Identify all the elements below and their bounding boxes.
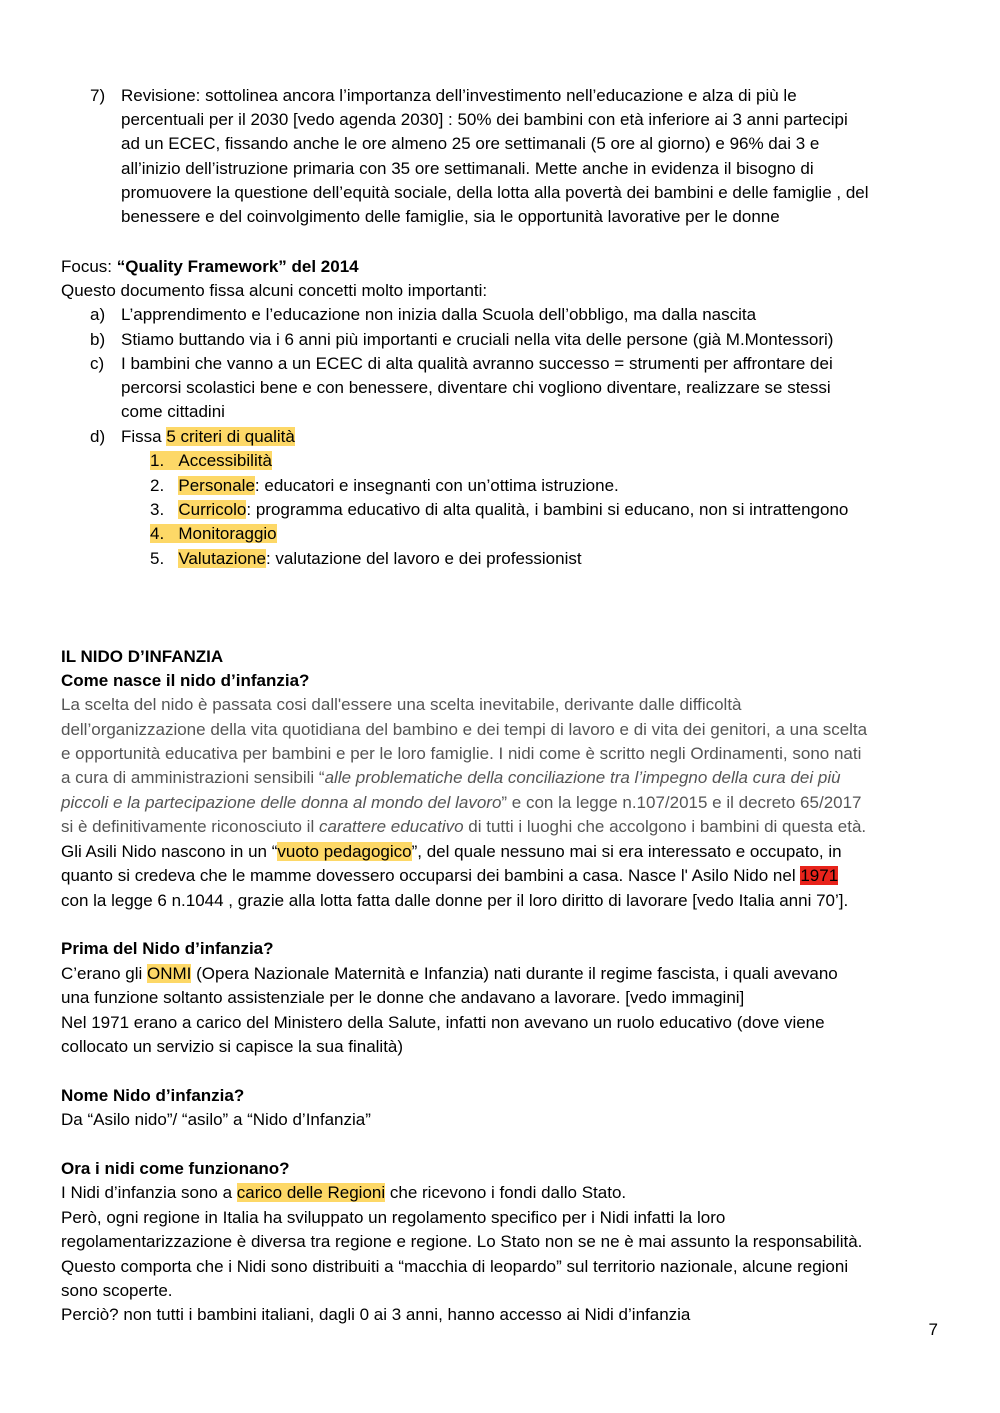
criteria-prefix: Fissa [121, 427, 167, 446]
question-heading: Ora i nidi come funzionano? [61, 1159, 290, 1178]
focus-heading [61, 255, 359, 279]
criteria-item [150, 449, 272, 473]
criteria-term: Valutazione [178, 549, 266, 568]
page-number: 7 [928, 1320, 938, 1339]
paragraph-line: si è definitivamente riconosciuto il carattere educativo di tutti i luoghi che accolgono i bambini di questa età. [61, 817, 867, 836]
paragraph-line: I Nidi d’infanzia sono a carico delle Regioni che ricevono i fondi dallo Stato. [61, 1183, 627, 1202]
paragraph-line: e opportunità educativa per bambini e per le loro famiglie. I nidi come è scritto negli Ordinamenti, sono nati [61, 744, 862, 763]
italic-quote: piccoli e la partecipazione delle donna al mondo del lavoro [61, 793, 502, 812]
paragraph-line: Gli Asili Nido nascono in un “vuoto pedagogico”, del quale nessuno mai si era interessato e occupato, in [61, 842, 842, 861]
list-marker: a) [90, 305, 106, 324]
paragraph-line: regolamentarizzazione è diversa tra regione e regione. Lo Stato non se ne è mai assunto la responsabilità. [61, 1232, 863, 1251]
highlighted-text: ONMI [147, 964, 192, 983]
paragraph-line: C’erano gli ONMI (Opera Nazionale Maternità e Infanzia) nati durante il regime fascista, i quali avevano [61, 964, 838, 983]
paragraph-line: Da “Asilo nido”/ “asilo” a “Nido d’Infanzia” [61, 1110, 371, 1129]
item7-line: ad un ECEC, fissando anche le ore almeno 25 ore settimanali (5 ore al giorno) e 96% dai 3 e [121, 134, 820, 153]
question-heading: Prima del Nido d’infanzia? [61, 939, 274, 958]
highlighted-text: carico delle Regioni [236, 1183, 386, 1202]
criteria-term: Curricolo [178, 500, 247, 519]
paragraph-line: piccoli e la partecipazione delle donna al mondo del lavoro” e con la legge n.107/2015 e il decreto 65/2017 [61, 793, 862, 812]
list-item: Stiamo buttando via i 6 anni più importanti e cruciali nella vita delle persone (già M.Montessori) [121, 330, 834, 349]
question-heading: Nome Nido d’infanzia? [61, 1086, 245, 1105]
question-heading: Come nasce il nido d’infanzia? [61, 671, 310, 690]
list-item-continuation: percorsi scolastici bene e con benessere, diventare chi vogliono diventare, realizzare se stessi [121, 378, 831, 397]
paragraph-line: dell’organizzazione della vita quotidiana del bambino e dei tempi di lavoro e di vita dei genitori, a una scelta [61, 720, 868, 739]
focus-title: “Quality Framework” del 2014 [116, 257, 359, 276]
criteria-term: Personale [178, 476, 255, 495]
criteria-item [150, 522, 277, 546]
item7-line: all’inizio dell’istruzione primaria con 35 ore settimanali. Mette anche in evidenza il bisogno di [121, 159, 814, 178]
item7-line: promuovere la questione dell’equità sociale, della lotta alla povertà dei bambini e delle famiglie , del [121, 183, 869, 202]
paragraph-line: La scelta del nido è passata cosi dall'essere una scelta inevitabile, derivante dalle difficoltà [61, 695, 742, 714]
paragraph-line: Questo comporta che i Nidi sono distribuiti a “macchia di leopardo” sul territorio nazionale, alcune regioni [61, 1257, 849, 1276]
item7-line: benessere e del coinvolgimento delle famiglie, sia le opportunità lavorative per le donne [121, 207, 780, 226]
criteria-number: 4. Monitoraggio [150, 524, 277, 543]
focus-prefix: Focus: [61, 257, 117, 276]
highlighted-text: vuoto pedagogico [277, 842, 412, 861]
list-item [121, 425, 295, 449]
criteria-number: 1. Accessibilità [150, 451, 272, 470]
paragraph-line: Però, ogni regione in Italia ha sviluppato un regolamento specifico per i Nidi infatti la loro [61, 1208, 726, 1227]
list-marker: 7) [90, 86, 106, 105]
list-item: L’apprendimento e l’educazione non inizia dalla Scuola dell’obbligo, ma dalla nascita [121, 305, 757, 324]
list-marker: b) [90, 330, 106, 349]
highlighted-year: 1971 [800, 866, 839, 885]
focus-intro: Questo documento fissa alcuni concetti molto importanti: [61, 281, 488, 300]
criteria-item: 3. Curricolo: programma educativo di alta qualità, i bambini si educano, non si intrattengono [150, 500, 849, 519]
list-item: I bambini che vanno a un ECEC di alta qualità avranno successo = strumenti per affrontare dei [121, 354, 833, 373]
paragraph-line: quanto si credeva che le mamme dovessero occuparsi dei bambini a casa. Nasce l' Asilo Nido nel 1971 [61, 866, 839, 885]
list-item-continuation: come cittadini [121, 402, 225, 421]
list-marker: c) [90, 354, 105, 373]
section-heading: IL NIDO D’INFANZIA [61, 647, 224, 666]
item7-line: Revisione: sottolinea ancora l’importanza dell’investimento nell’educazione e alza di più le [121, 86, 797, 105]
list-marker: d) [90, 427, 106, 446]
paragraph-line: Nel 1971 erano a carico del Ministero della Salute, infatti non avevano un ruolo educativo (dove viene [61, 1013, 825, 1032]
paragraph-line: con la legge 6 n.1044 , grazie alla lotta fatta dalle donne per il loro diritto di lavorare [vedo Italia anni 70’]. [61, 891, 849, 910]
criteria-term: Monitoraggio [178, 524, 277, 543]
italic-quote: alle problematiche della conciliazione tra l’impegno della cura dei più [324, 768, 841, 787]
paragraph-line: a cura di amministrazioni sensibili “alle problematiche della conciliazione tra l’impegno della cura dei più [61, 768, 841, 787]
italic-term: carattere educativo [318, 817, 464, 836]
paragraph-line: Perciò? non tutti i bambini italiani, dagli 0 ai 3 anni, hanno accesso ai Nidi d’infanzia [61, 1305, 691, 1324]
criteria-item: 5. Valutazione: valutazione del lavoro e dei professionist [150, 549, 582, 568]
item7-line: percentuali per il 2030 [vedo agenda 2030] : 50% dei bambini con età inferiore ai 3 anni partecipi [121, 110, 848, 129]
criteria-number: 5. [150, 549, 165, 568]
criteria-number: 2. [150, 476, 165, 495]
highlighted-text: 5 criteri di qualità [166, 427, 295, 446]
paragraph-line: una funzione soltanto assistenziale per le donne che andavano a lavorare. [vedo immagini] [61, 988, 745, 1007]
criteria-number: 3. [150, 500, 165, 519]
criteria-term: Accessibilità [178, 451, 272, 470]
criteria-item: 2. Personale: educatori e insegnanti con un’ottima istruzione. [150, 476, 619, 495]
paragraph-line: sono scoperte. [61, 1281, 173, 1300]
paragraph-line: collocato un servizio si capisce la sua finalità) [61, 1037, 404, 1056]
